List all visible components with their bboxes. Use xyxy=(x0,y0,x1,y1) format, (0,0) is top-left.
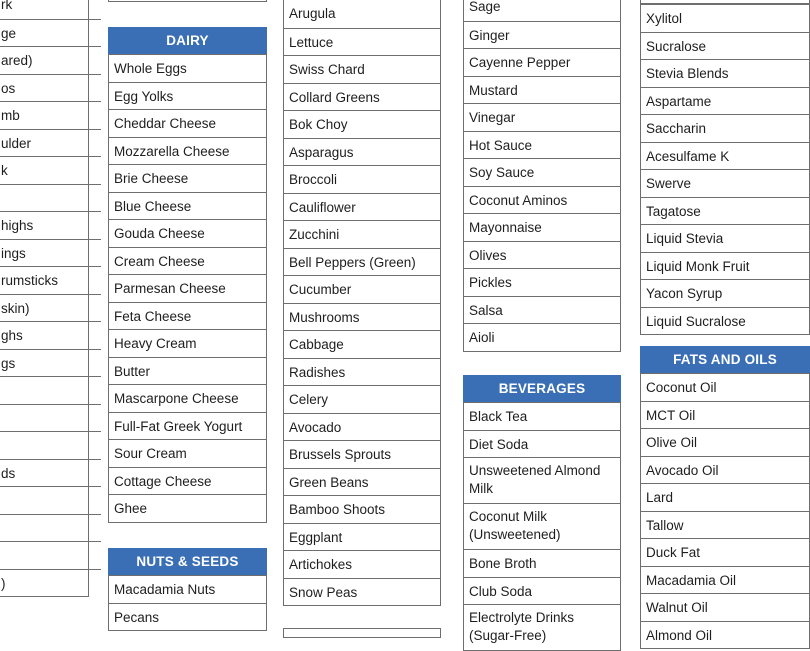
dairy-column xyxy=(108,0,267,2)
vegetables-item: Swiss Chard xyxy=(284,55,440,83)
condiments-item: Vinegar xyxy=(464,103,620,131)
dairy-item: Parmesan Cheese xyxy=(109,274,266,302)
condiments-section xyxy=(463,0,621,352)
nuts-list xyxy=(108,575,267,631)
fats-list xyxy=(640,373,810,649)
col1-item: highs xyxy=(0,211,101,239)
fats-header: FATS AND OILS xyxy=(640,346,810,373)
fats-item: Lard xyxy=(641,483,809,511)
vegetables-item: Snow Peas xyxy=(284,578,440,606)
beverages-section xyxy=(463,375,621,651)
dairy-item: Mozzarella Cheese xyxy=(109,137,266,165)
sweeteners-item: Xylitol xyxy=(641,4,809,32)
vegetables-item: Green Beans xyxy=(284,468,440,496)
vegetables-item: Cabbage xyxy=(284,330,440,358)
vegetables-list xyxy=(283,0,441,606)
dairy-item: Ghee xyxy=(109,494,266,522)
col1-item: rumsticks xyxy=(0,266,101,294)
next-section-stub xyxy=(283,628,441,638)
nuts-item: Macadamia Nuts xyxy=(109,575,266,603)
col1-item xyxy=(0,431,101,459)
vegetables-item: Lettuce xyxy=(284,28,440,56)
beverages-item: Unsweetened Almond Milk xyxy=(464,457,620,503)
condiments-item: Olives xyxy=(464,241,620,269)
sweeteners-item: Liquid Monk Fruit xyxy=(641,252,809,280)
beverages-list xyxy=(463,402,621,651)
sweeteners-item: Acesulfame K xyxy=(641,142,809,170)
dairy-item: Sour Cream xyxy=(109,439,266,467)
condiments-item: Coconut Aminos xyxy=(464,186,620,214)
dairy-header: DAIRY xyxy=(108,27,267,54)
sweeteners-item: Stevia Blends xyxy=(641,59,809,87)
sweeteners-item: Swerve xyxy=(641,169,809,197)
dairy-list xyxy=(108,54,267,523)
condiments-item: Soy Sauce xyxy=(464,158,620,186)
condiments-item: Ginger xyxy=(464,21,620,49)
col1-item: ghs xyxy=(0,321,101,349)
sweeteners-item: Yacon Syrup xyxy=(641,279,809,307)
vegetables-item: Asparagus xyxy=(284,138,440,166)
sweeteners-item: Saccharin xyxy=(641,114,809,142)
col1-item: ds xyxy=(0,459,101,487)
dairy-item: Full-Fat Greek Yogurt xyxy=(109,412,266,440)
sweeteners-item: Liquid Sucralose xyxy=(641,307,809,335)
fats-section xyxy=(640,346,810,649)
dairy-item: Feta Cheese xyxy=(109,302,266,330)
vegetables-item: Arugula xyxy=(289,6,336,21)
col1-item: rk xyxy=(1,0,13,12)
beverages-item: Club Soda xyxy=(464,577,620,605)
condiments-item: Pickles xyxy=(464,268,620,296)
vegetables-item: Brussels Sprouts xyxy=(284,440,440,468)
col1-item: gs xyxy=(0,349,101,377)
meat-column xyxy=(0,0,89,597)
sweeteners-item: Liquid Stevia xyxy=(641,224,809,252)
vegetables-item: Eggplant xyxy=(284,523,440,551)
dairy-item: Heavy Cream xyxy=(109,329,266,357)
vegetables-item: Zucchini xyxy=(284,220,440,248)
fats-item: Tallow xyxy=(641,511,809,539)
dairy-item: Butter xyxy=(109,357,266,385)
vegetables-item: Cucumber xyxy=(284,275,440,303)
beverages-item: Electrolyte Drinks (Sugar-Free) xyxy=(464,604,620,650)
col1-item: ared) xyxy=(0,46,101,74)
dairy-item: Egg Yolks xyxy=(109,82,266,110)
vegetables-section xyxy=(283,0,441,606)
col1-item xyxy=(0,184,101,212)
sweeteners-list xyxy=(640,4,810,335)
nuts-header: NUTS & SEEDS xyxy=(108,548,267,575)
fats-item: MCT Oil xyxy=(641,401,809,429)
col1-item: skin) xyxy=(0,294,101,322)
dairy-item: Blue Cheese xyxy=(109,192,266,220)
vegetables-item: Radishes xyxy=(284,358,440,386)
vegetables-item: Bell Peppers (Green) xyxy=(284,248,440,276)
sweeteners-item: Tagatose xyxy=(641,197,809,225)
col1-item: k xyxy=(0,156,101,184)
col1-item xyxy=(0,486,101,514)
condiments-item: Sage xyxy=(469,0,501,14)
beverages-item: Coconut Milk (Unsweetened) xyxy=(464,503,620,549)
vegetables-item: Avocado xyxy=(284,413,440,441)
vegetables-item: Bamboo Shoots xyxy=(284,495,440,523)
col1-item: ings xyxy=(0,239,101,267)
sweeteners-item: Aspartame xyxy=(641,87,809,115)
fats-item: Macadamia Oil xyxy=(641,566,809,594)
dairy-item: Gouda Cheese xyxy=(109,219,266,247)
beverages-header: BEVERAGES xyxy=(463,375,621,402)
condiments-item: Mayonnaise xyxy=(464,213,620,241)
dairy-top-stub xyxy=(108,0,267,2)
col1-item xyxy=(0,404,101,432)
vegetables-item: Collard Greens xyxy=(284,83,440,111)
dairy-section xyxy=(108,27,267,523)
col1-item: ) xyxy=(0,569,101,597)
dairy-item: Cottage Cheese xyxy=(109,467,266,495)
condiments-list xyxy=(463,0,621,352)
dairy-item: Whole Eggs xyxy=(109,54,266,82)
beverages-item: Bone Broth xyxy=(464,549,620,577)
vegetables-item: Artichokes xyxy=(284,550,440,578)
vegetables-item: Bok Choy xyxy=(284,110,440,138)
fats-item: Duck Fat xyxy=(641,538,809,566)
sweeteners-item: Sucralose xyxy=(641,32,809,60)
condiments-item: Hot Sauce xyxy=(464,131,620,159)
condiments-item: Mustard xyxy=(464,76,620,104)
col1-item: ge xyxy=(0,19,101,47)
beverages-item: Diet Soda xyxy=(464,430,620,458)
nuts-section xyxy=(108,548,267,631)
fats-item: Avocado Oil xyxy=(641,456,809,484)
vegetables-item: Mushrooms xyxy=(284,303,440,331)
col1-item: mb xyxy=(0,101,101,129)
fats-item: Almond Oil xyxy=(641,621,809,649)
vegetables-item: Broccoli xyxy=(284,165,440,193)
condiments-item: Salsa xyxy=(464,296,620,324)
fats-item: Walnut Oil xyxy=(641,593,809,621)
meat-list xyxy=(0,0,89,597)
col1-item: os xyxy=(0,74,101,102)
nuts-item: Pecans xyxy=(109,603,266,631)
col1-item xyxy=(0,376,101,404)
col1-item: ulder xyxy=(0,129,101,157)
col1-item xyxy=(0,541,101,569)
fats-item: Coconut Oil xyxy=(641,373,809,401)
condiments-item: Aioli xyxy=(464,323,620,351)
vegetables-item: Celery xyxy=(284,385,440,413)
col1-item xyxy=(0,514,101,542)
condiments-item: Cayenne Pepper xyxy=(464,48,620,76)
dairy-item: Cheddar Cheese xyxy=(109,109,266,137)
dairy-item: Mascarpone Cheese xyxy=(109,384,266,412)
dairy-item: Brie Cheese xyxy=(109,164,266,192)
fats-item: Olive Oil xyxy=(641,428,809,456)
sweeteners-section xyxy=(640,0,810,335)
vegetables-item: Cauliflower xyxy=(284,193,440,221)
beverages-item: Black Tea xyxy=(464,402,620,430)
dairy-item: Cream Cheese xyxy=(109,247,266,275)
